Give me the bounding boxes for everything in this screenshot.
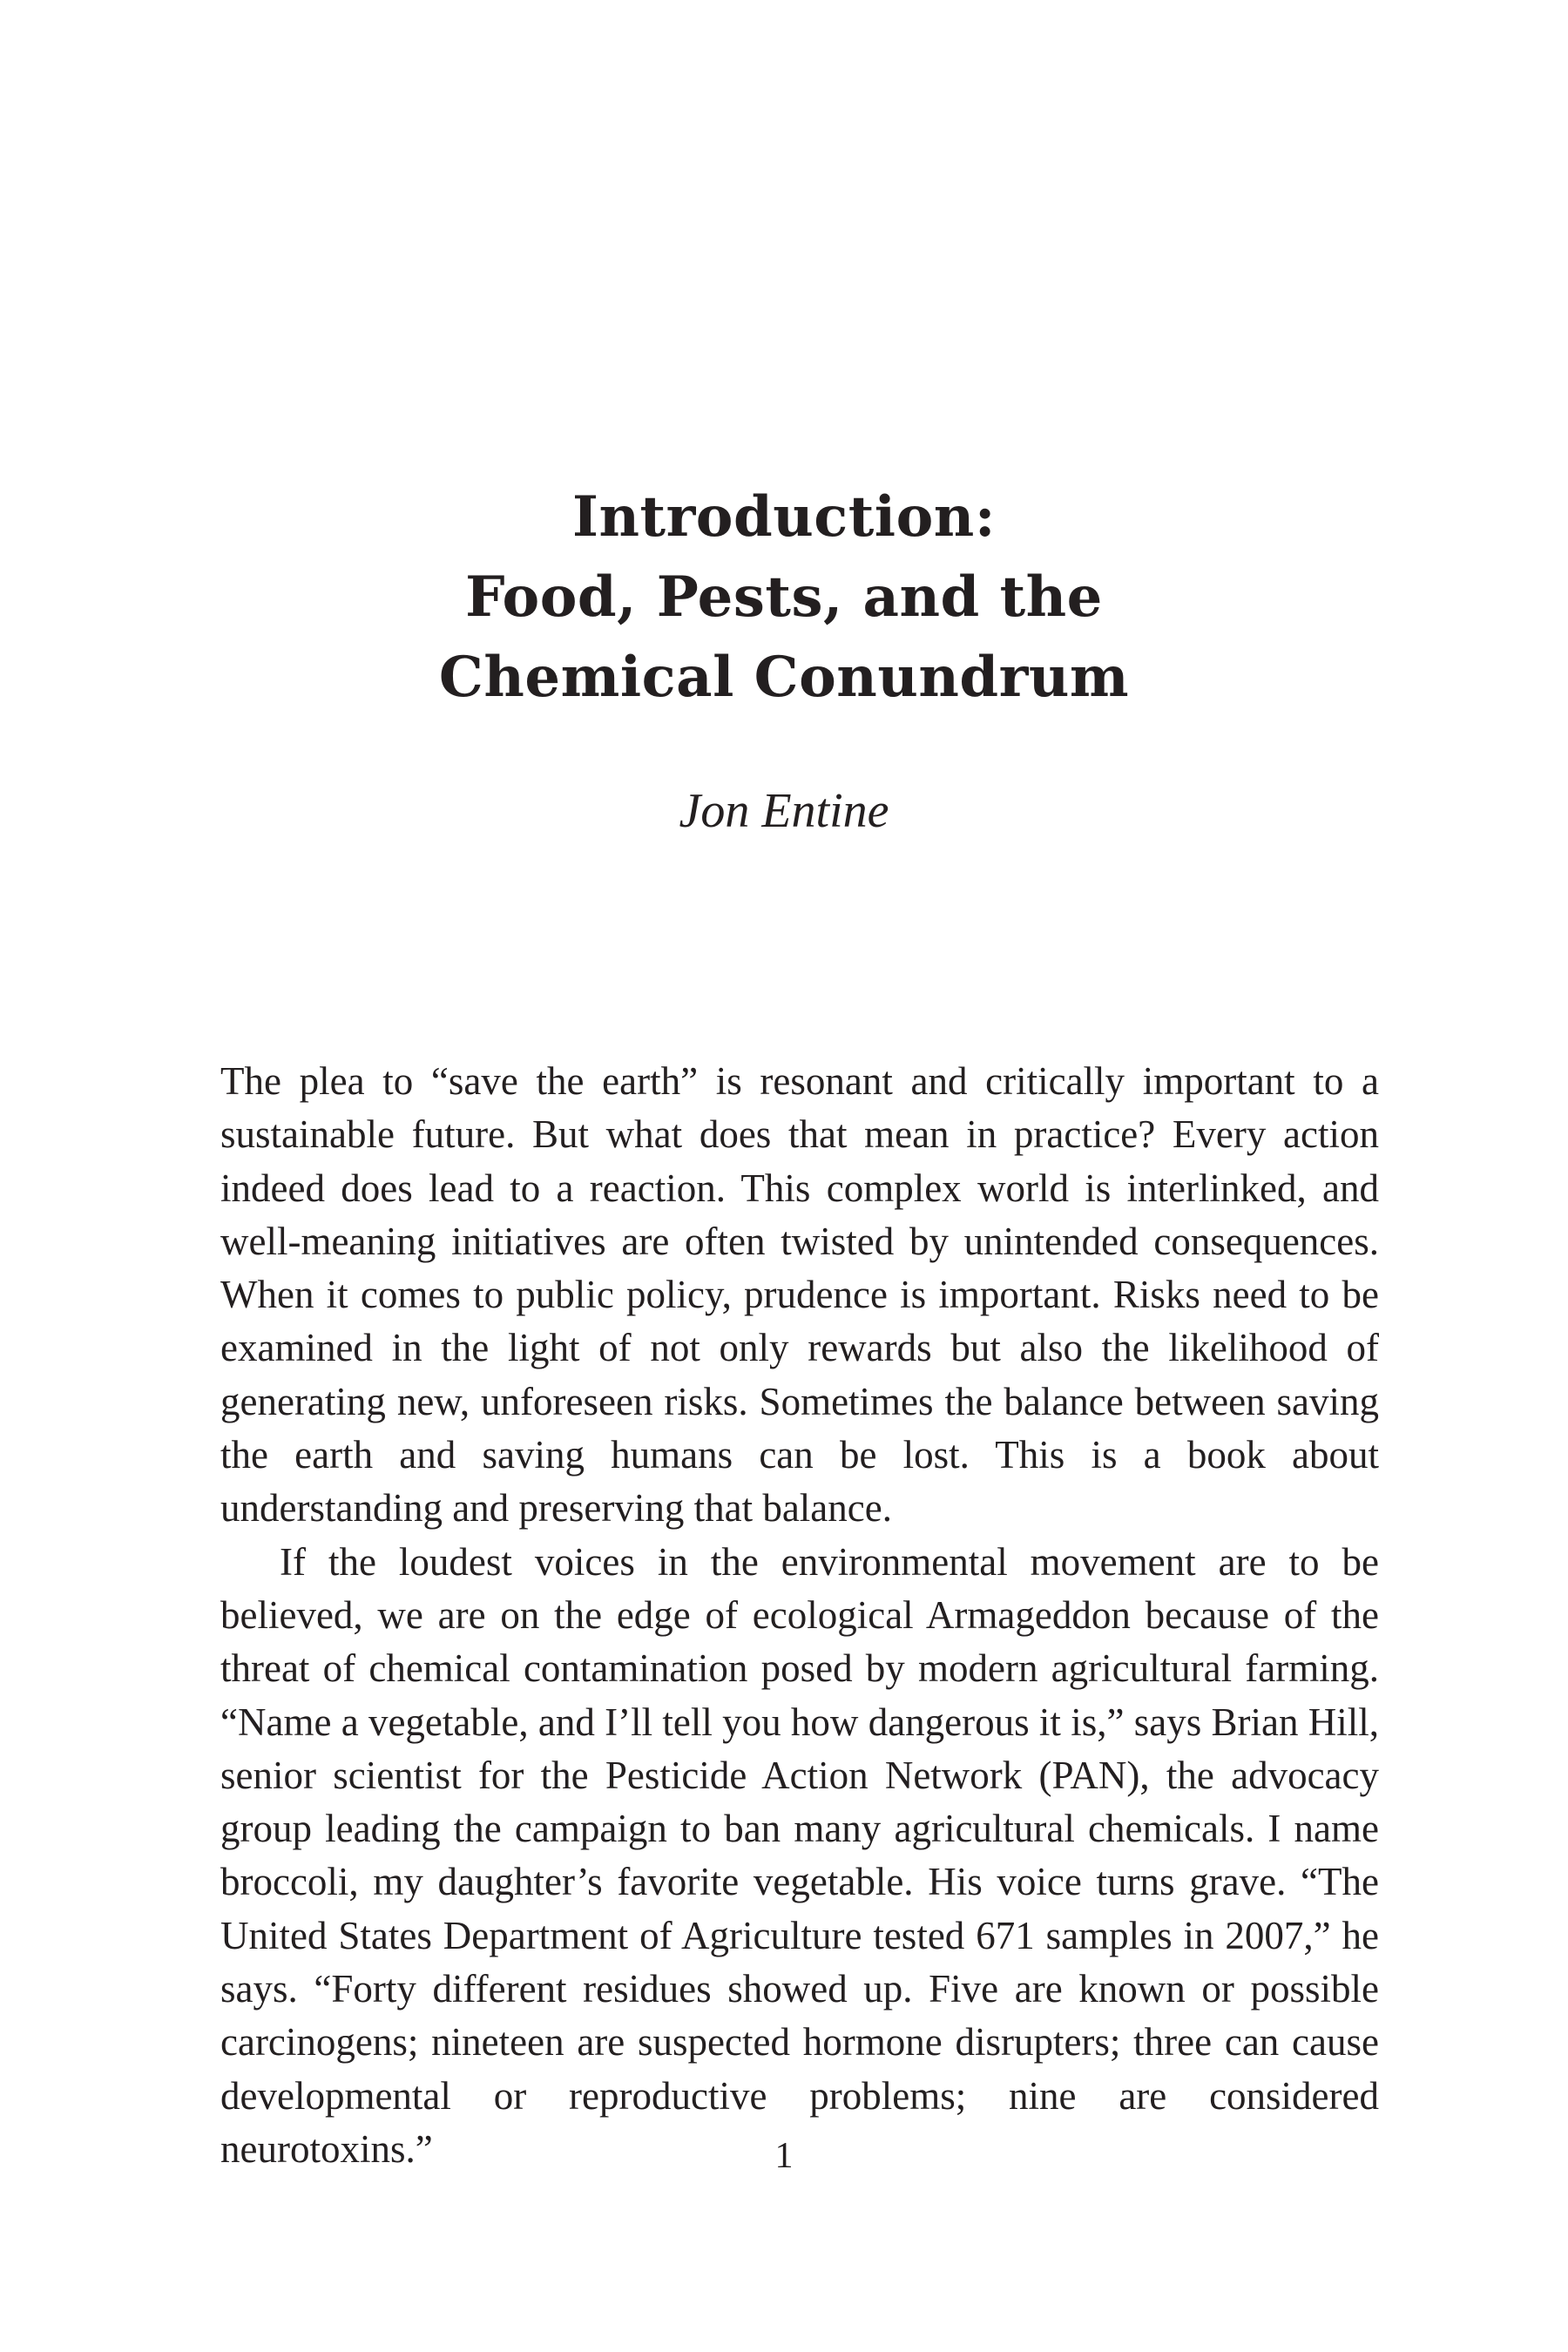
body-paragraph-2: If the loudest voices in the environmental movement are to be believed, we are on the edge of ecological Armageddon because of the threat of chemical contamination posed by modern agricultural farming. “Name a vegetable, and I’ll tell you how dangerous it is,” says Brian Hill, senior scientist for the Pesticide Action Network (PAN), the advocacy group leading the campaign to ban many agricultural chemicals. I name broccoli, my daughter’s favorite vegetable. His voice turns grave. “The United States Department of Agriculture tested 671 samples in 2007,” he says. “Forty different residues showed up. Five are known or possible carcinogens; nineteen are suspected hormone disrupters; three can cause developmental or reproductive problems; nine are considered neurotoxins.”: [220, 1539, 1379, 2171]
chapter-title-line-3: Chemical Conundrum: [438, 645, 1130, 710]
chapter-title-line-1: Introduction:: [572, 484, 996, 550]
chapter-title-line-2: Food, Pests, and the: [465, 564, 1103, 630]
page-number: 1: [774, 2136, 794, 2176]
chapter-author: Jon Entine: [679, 784, 889, 838]
chapter-title: [0, 477, 1568, 718]
body-text: [220, 1055, 1379, 2176]
body-paragraph-1: The plea to “save the earth” is resonant and critically important to a sustainable future. But what does that mean in practice? Every action indeed does lead to a reaction. This complex world is interlinked, and well-meaning initiatives are often twisted by unintended consequences. When it comes to public policy, prudence is important. Risks need to be examined in the light of not only rewards but also the likelihood of generating new, unforeseen risks. Sometimes the balance between saving the earth and saving humans can be lost. This is a book about understanding and preserving that balance.: [220, 1059, 1379, 1531]
